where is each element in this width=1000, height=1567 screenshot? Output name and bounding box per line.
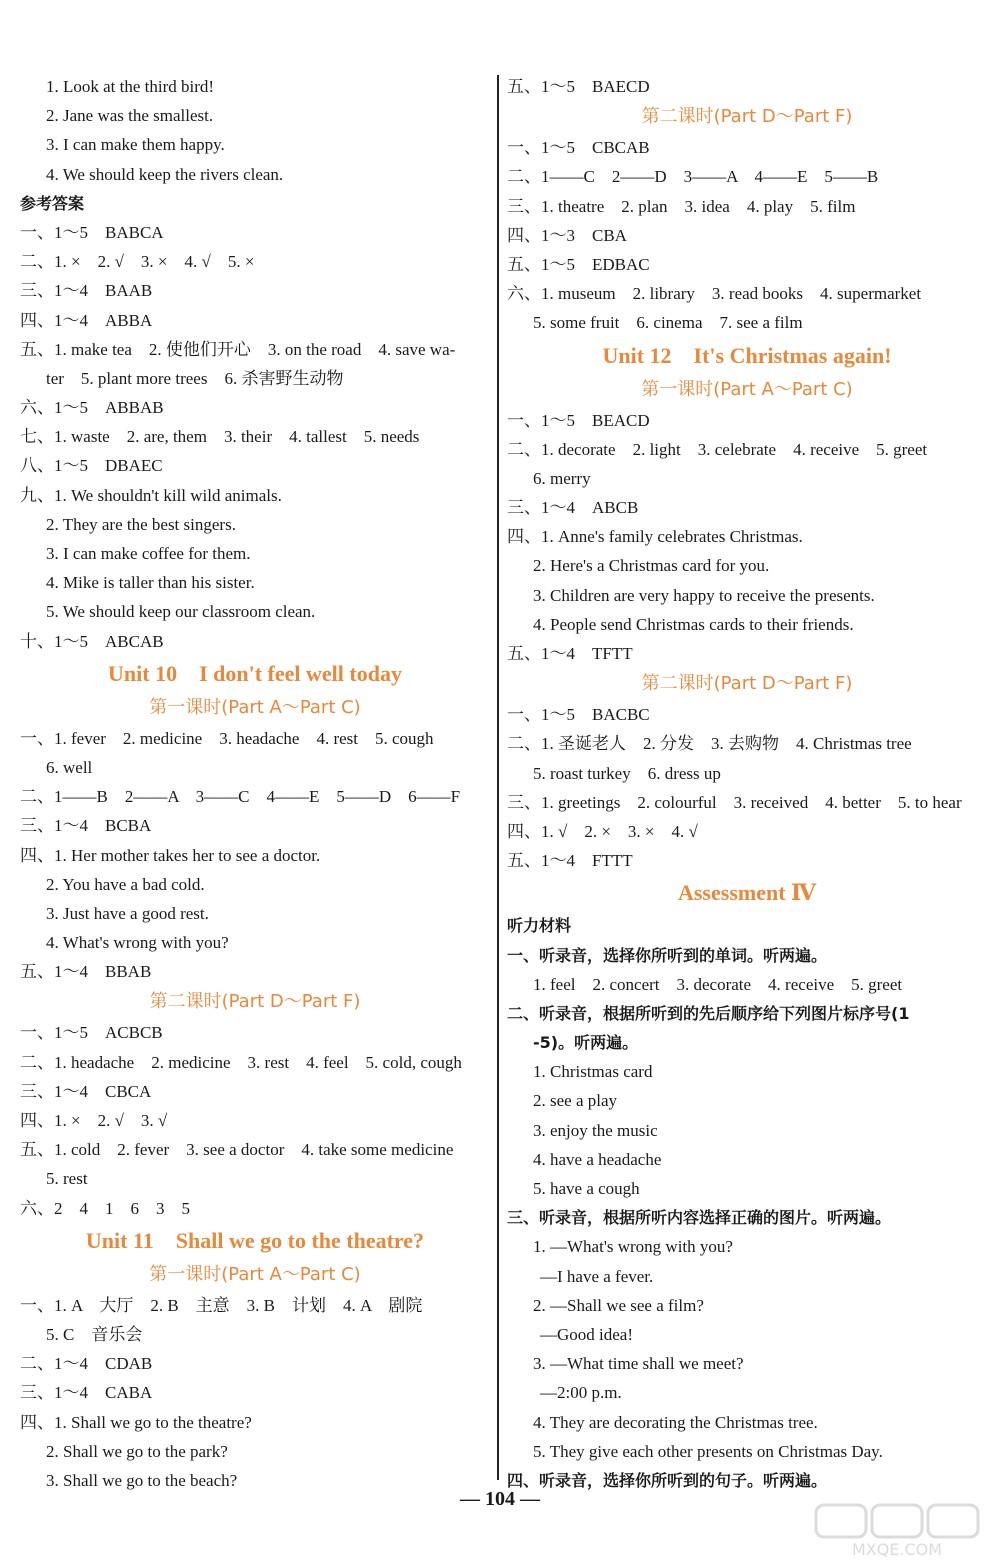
answer-line: 3. Children are very happy to receive the presents. (533, 585, 875, 605)
section-heading: 二、听录音，根据所听到的先后顺序给下列图片标序号(1 (507, 1003, 910, 1023)
left-column (20, 72, 490, 1495)
answer-line: 二、1. decorate 2. light 3. celebrate 4. receive 5. greet (507, 439, 928, 459)
answer-line: 五、1～5 EDBAC (507, 254, 650, 274)
lesson-heading: 第一课时(Part A～Part C) (149, 1263, 361, 1285)
lesson-heading: 第二课时(Part D～Part F) (641, 673, 853, 695)
answer-line: 六、2 4 1 6 3 5 (20, 1198, 190, 1218)
answer-line: 6. merry (533, 468, 591, 488)
answer-line: 四、1. Shall we go to the theatre? (20, 1412, 252, 1432)
unit-heading: Unit 10 I don't feel well today (108, 660, 402, 686)
answer-line: 四、1. √ 2. × 3. × 4. √ (507, 821, 698, 841)
unit-heading: Unit 12 It's Christmas again! (602, 342, 892, 368)
answer-line: 1. feel 2. concert 3. decorate 4. receive 5. greet (533, 974, 903, 994)
section-heading: 一、听录音，选择你所听到的单词。听两遍。 (507, 945, 828, 965)
answer-line: 三、1. greetings 2. colourful 3. received 4. better 5. to hear (507, 792, 962, 812)
answer-line: 八、1～5 DBAEC (20, 456, 163, 476)
answer-line: 七、1. waste 2. are, them 3. their 4. tallest 5. needs (20, 427, 420, 447)
lesson-heading: 第二课时(Part D～Part F) (641, 106, 853, 128)
unit-heading: Unit 11 Shall we go to the theatre? (85, 1227, 425, 1253)
lesson-heading: 第一课时(Part A～Part C) (149, 696, 361, 718)
column-divider (497, 75, 499, 1480)
answer-line: 五、1. make tea 2. 使他们开心 3. on the road 4. save wa- (20, 339, 456, 359)
answer-line: 2. Shall we go to the park? (46, 1441, 228, 1461)
answer-line: 三、1～4 CBCA (20, 1081, 152, 1101)
answer-line: 四、1. Her mother takes her to see a doctor. (20, 845, 321, 865)
section-heading: 听力材料 (507, 916, 572, 936)
answer-line: 一、1～5 BEACD (507, 410, 650, 430)
answer-line: 一、1～5 BACBC (507, 705, 650, 725)
answer-line: 一、1～5 ACBCB (20, 1023, 163, 1043)
answer-line: 三、1～4 BAAB (20, 281, 153, 301)
unit-heading: Assessment Ⅳ (677, 880, 816, 906)
answer-line: 五、1～4 TFTT (507, 644, 633, 663)
answer-line: 3. enjoy the music (533, 1120, 658, 1140)
answer-line: 六、1. museum 2. library 3. read books 4. supermarket (507, 284, 922, 304)
answer-line: ter 5. plant more trees 6. 杀害野生动物 (46, 368, 344, 388)
lesson-heading: 第一课时(Part A～Part C) (641, 378, 853, 400)
answer-line: 2. —Shall we see a film? (533, 1295, 704, 1315)
answer-line: 3. Just have a good rest. (46, 903, 209, 923)
answer-line: 5. roast turkey 6. dress up (533, 763, 721, 783)
answer-line: 4. Mike is taller than his sister. (46, 573, 255, 593)
watermark-logo (812, 1501, 982, 1559)
answer-line: 6. well (46, 757, 93, 777)
answer-line: 2. Jane was the smallest. (46, 106, 214, 126)
answer-line: 三、1～4 CABA (20, 1383, 153, 1403)
answer-line: —2:00 p.m. (540, 1383, 622, 1403)
answer-line: 十、1～5 ABCAB (20, 631, 164, 651)
section-heading: -5)。听两遍。 (533, 1033, 639, 1053)
answer-line: 1. —What's wrong with you? (533, 1237, 733, 1257)
answer-line: 5. We should keep our classroom clean. (46, 602, 316, 622)
answer-line: 二、1——C 2——D 3——A 4——E 5——B (507, 167, 879, 187)
answer-line: 4. People send Christmas cards to their friends. (533, 614, 854, 634)
answer-line: 一、1～5 BABCA (20, 222, 164, 242)
watermark-text: MXQE.COM (851, 1540, 943, 1559)
answer-line: 2. Here's a Christmas card for you. (533, 556, 770, 576)
answer-line: 3. I can make coffee for them. (46, 544, 251, 563)
answer-line: 二、1. headache 2. medicine 3. rest 4. feel 5. cold, cough (20, 1052, 462, 1072)
answer-line: 4. have a headache (533, 1149, 662, 1169)
answer-line: 4. We should keep the rivers clean. (46, 164, 284, 184)
answer-line: 5. rest (46, 1169, 88, 1189)
answer-line: 2. You have a bad cold. (46, 874, 205, 894)
answer-line: 五、1～5 BAECD (507, 77, 650, 96)
answer-line: 四、1. Anne's family celebrates Christmas. (507, 527, 803, 547)
answer-line: 五、1～4 FTTT (507, 851, 633, 871)
answer-line: 二、1. 圣诞老人 2. 分发 3. 去购物 4. Christmas tree (507, 734, 912, 754)
answer-line: 一、1. fever 2. medicine 3. headache 4. rest 5. cough (20, 728, 434, 748)
answer-line: 一、1～5 CBCAB (507, 138, 650, 158)
section-heading: 三、听录音，根据所听内容选择正确的图片。听两遍。 (507, 1208, 892, 1228)
answer-line: 四、1～4 ABBA (20, 310, 153, 330)
lesson-heading: 第二课时(Part D～Part F) (149, 991, 361, 1013)
answer-line: 5. C 音乐会 (46, 1324, 143, 1344)
answer-line: 5. some fruit 6. cinema 7. see a film (533, 313, 803, 333)
answer-line: 二、1. × 2. √ 3. × 4. √ 5. × (20, 252, 255, 272)
answer-line: 二、1——B 2——A 3——C 4——E 5——D 6——F (20, 787, 461, 807)
answer-line: 五、1～4 BBAB (20, 962, 152, 982)
section-heading: 参考答案 (20, 193, 85, 213)
answer-line: 2. They are the best singers. (46, 514, 236, 534)
answer-line: 三、1～4 ABCB (507, 498, 639, 518)
right-column (507, 72, 987, 1495)
answer-line: 九、1. We shouldn't kill wild animals. (20, 485, 282, 505)
answer-line: 三、1. theatre 2. plan 3. idea 4. play 5. film (507, 196, 856, 216)
answer-line: 1. Christmas card (533, 1062, 653, 1082)
answer-line: 5. They give each other presents on Christmas Day. (533, 1441, 883, 1461)
section-heading: 四、听录音，选择你所听到的句子。听两遍。 (507, 1470, 828, 1490)
answer-line: 3. —What time shall we meet? (533, 1354, 744, 1374)
answer-line: 1. Look at the third bird! (46, 77, 215, 96)
answer-line: —I have a fever. (540, 1266, 654, 1286)
answer-line: 四、1. × 2. √ 3. √ (20, 1111, 168, 1130)
answer-line: 六、1～5 ABBAB (20, 398, 164, 418)
answer-line: 2. see a play (533, 1091, 618, 1111)
answer-line: 3. I can make them happy. (46, 135, 225, 155)
answer-line: 五、1. cold 2. fever 3. see a doctor 4. take some medicine (20, 1140, 454, 1160)
answer-line: 4. They are decorating the Christmas tree. (533, 1412, 818, 1432)
answer-line: 四、1～3 CBA (507, 225, 627, 245)
answer-line: 一、1. A 大厅 2. B 主意 3. B 计划 4. A 剧院 (20, 1295, 423, 1315)
answer-line: 二、1～4 CDAB (20, 1354, 153, 1374)
answer-line: 三、1～4 BCBA (20, 816, 152, 836)
answer-line: 3. Shall we go to the beach? (46, 1470, 238, 1490)
page-number: — 104 — (460, 1488, 540, 1510)
answer-line: 4. What's wrong with you? (46, 933, 229, 953)
answer-line: —Good idea! (540, 1324, 634, 1344)
answer-line: 5. have a cough (533, 1179, 640, 1198)
